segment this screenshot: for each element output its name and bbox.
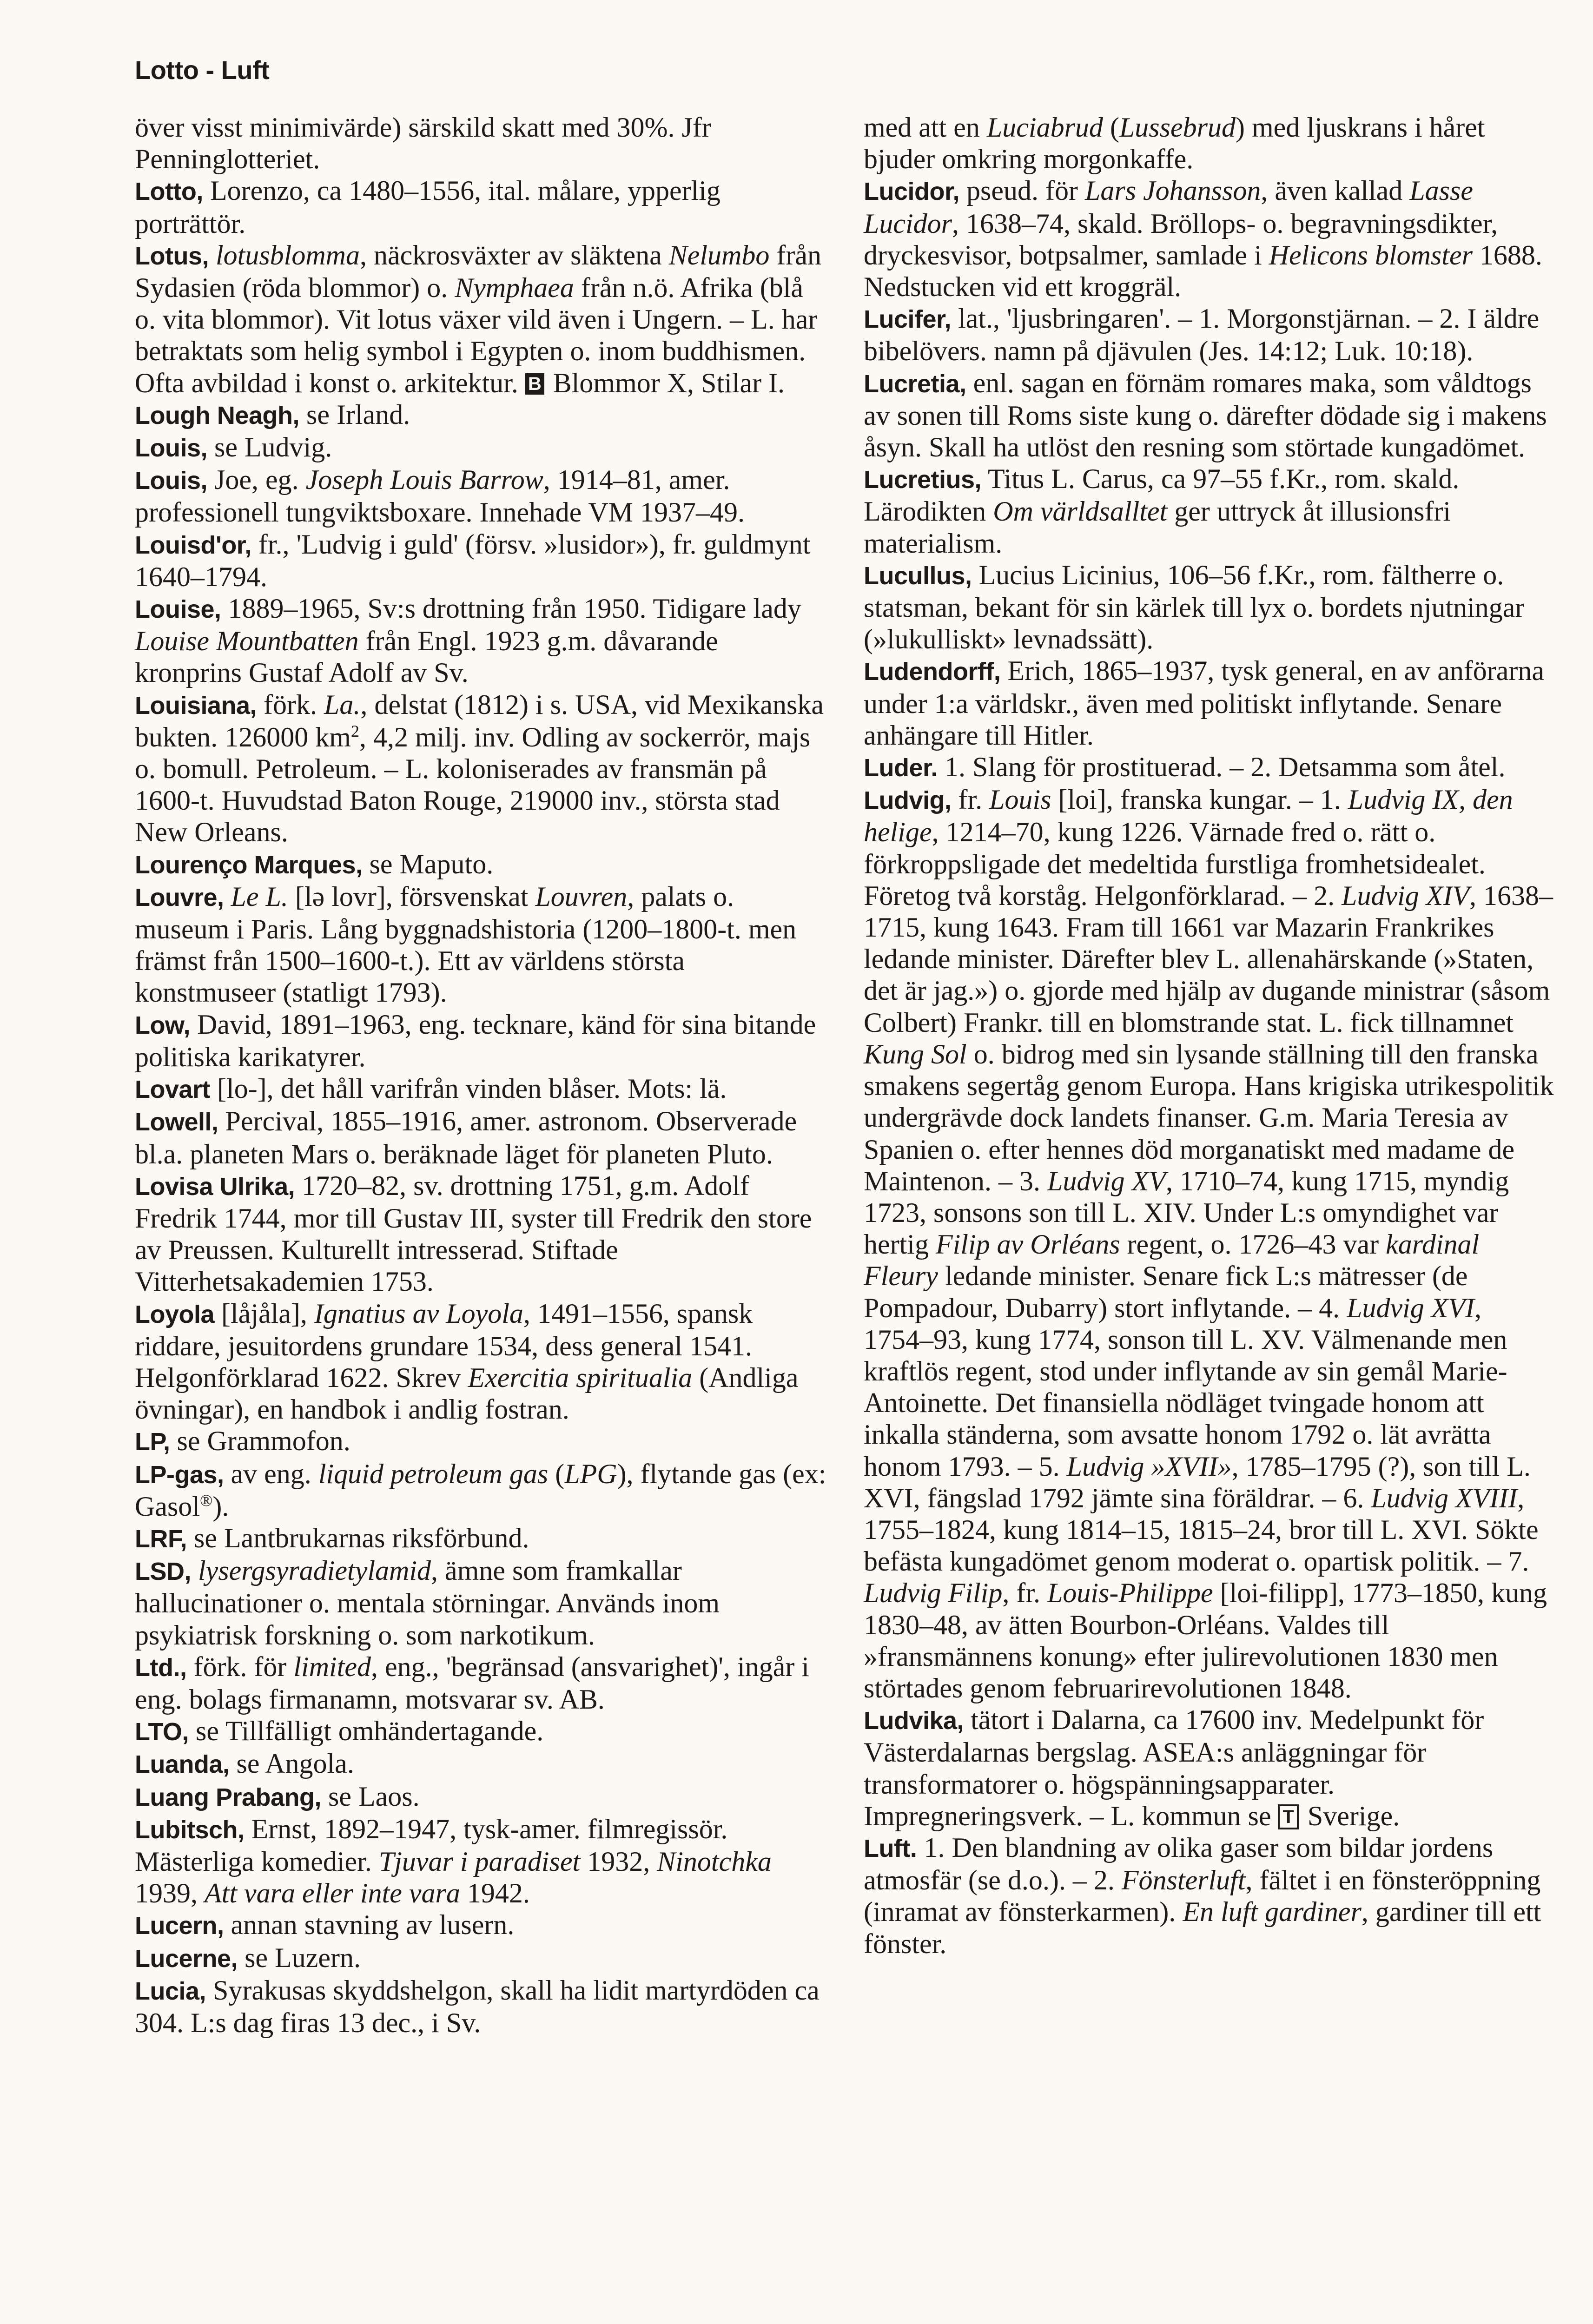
italic-term: lotusblomma <box>215 239 360 271</box>
entry-text: , även kallad <box>1261 175 1410 206</box>
entry-headword: Lucia, <box>135 1977 206 2005</box>
picture-reference-icon: B <box>525 373 544 395</box>
entry-text: ( <box>548 1458 565 1489</box>
dictionary-entry <box>135 239 827 399</box>
entry-text: , 1491–1556, spansk riddare, jesuitordens grundare 1534, dess general 1541. Helgonförklarad 1622. Skrev <box>135 1298 753 1393</box>
entry-text: , eng., 'begränsad (ansvarighet)', ingår i eng. bolags firmanamn, motsvarar sv. AB. <box>135 1651 809 1715</box>
entry-text: , näckrosväxter av släktena <box>360 239 669 271</box>
entry-text: annan stavning av lusern. <box>224 1909 515 1941</box>
dictionary-entry <box>864 1704 1556 1832</box>
dictionary-entry <box>135 881 827 1009</box>
entry-text: ledande minister. Senare fick L:s mätresser (de Pompadour, Dubarry) stort inflytande. – 4. <box>864 1261 1468 1323</box>
entry-text: med att en <box>864 112 987 143</box>
running-header: Lotto - Luft <box>135 55 270 85</box>
entry-text: Lorenzo, ca 1480–1556, ital. målare, ypperlig porträttör. <box>135 175 720 239</box>
entry-headword: Lotus, <box>135 242 209 270</box>
entry-text: se Irland. <box>299 399 410 430</box>
entry-text: Lucius Licinius, 106–56 f.Kr., rom. fältherre o. statsman, bekant för sin kärlek till lyx o. bordets njutningar (»lukulliskt» levnadssätt). <box>864 559 1525 655</box>
dictionary-entry <box>135 175 827 239</box>
dictionary-entry <box>864 112 1556 175</box>
dictionary-entry <box>135 431 827 464</box>
entry-text: Erich, 1865–1937, tysk general, en av anförarna under 1:a världskr., även med politiskt inflytande. Senare anhängare till Hitler. <box>864 655 1545 751</box>
italic-term: En luft gardiner <box>1183 1896 1362 1928</box>
entry-text: 1942. <box>460 1878 530 1909</box>
entry-text: , fältet i en fönsteröppning (inramat av fönsterkarmen). <box>864 1865 1541 1928</box>
entry-text: fr., 'Ludvig i guld' (försv. »lusidor»), fr. guldmynt 1640–1794. <box>135 528 811 592</box>
entry-text <box>191 1555 198 1586</box>
entry-headword: Luanda, <box>135 1750 230 1779</box>
entry-text: Titus L. Carus, ca 97–55 f.Kr., rom. skald. Lärodikten <box>864 463 1460 527</box>
italic-term: Om världsalltet <box>993 496 1168 527</box>
left-column <box>135 112 827 2039</box>
entry-headword: Lough Neagh, <box>135 401 299 429</box>
entry-headword: Ltd., <box>135 1653 187 1682</box>
entry-text: ). <box>212 1491 229 1522</box>
entry-text: av eng. <box>224 1458 318 1489</box>
entry-text: över visst minimivärde) särskild skatt med 30%. Jfr Penninglotteriet. <box>135 112 711 175</box>
dictionary-entry <box>135 1942 827 1974</box>
entry-text: se Grammofon. <box>170 1426 350 1457</box>
superscript: ® <box>199 1491 213 1510</box>
dictionary-entry <box>135 1748 827 1780</box>
italic-term: liquid petroleum gas <box>318 1458 549 1489</box>
italic-term: kardinal Fleury <box>864 1229 1480 1292</box>
italic-term: Filip av Orléans <box>935 1229 1120 1260</box>
italic-term: Ludvig XV <box>1047 1165 1166 1196</box>
entry-text: se Tillfälligt omhändertagande. <box>189 1716 544 1747</box>
italic-term: Nymphaea <box>455 272 574 304</box>
italic-term: Louvren <box>535 881 628 912</box>
entry-text: , delstat (1812) i s. USA, vid Mexikanska bukten. 126000 km <box>135 689 824 753</box>
dictionary-entry <box>135 464 827 528</box>
dictionary-entry <box>135 848 827 881</box>
dictionary-entry <box>135 528 827 593</box>
dictionary-entry <box>135 1555 827 1651</box>
entry-headword: Loyola <box>135 1300 215 1328</box>
entry-headword: Lovisa Ulrika, <box>135 1172 295 1201</box>
entry-text: ( <box>1103 112 1119 143</box>
dictionary-entry <box>864 367 1556 463</box>
italic-term: Att vara eller inte vara <box>205 1878 460 1909</box>
entry-text: Sverige. <box>1300 1800 1400 1831</box>
entry-headword: Lucretius, <box>864 466 982 494</box>
dictionary-entry <box>864 655 1556 751</box>
entry-text: från n.ö. Afrika (blå o. vita blommor). Vit lotus växer vild även i Ungern. – L. har betraktats som helig symbol i Egypten o. inom buddhismen. Ofta avbildad i konst o. arkitektur. <box>135 272 818 398</box>
entry-text: från Sydasien (röda blommor) o. <box>135 239 821 304</box>
entry-headword: Luft. <box>864 1834 917 1862</box>
italic-term: Louis <box>989 784 1051 815</box>
entry-text: , 1754–93, kung 1774, sonson till L. XV. Välmenande men kraftlös regent, stod under inflytande av sin gemål Marie-Antoinette. Det finansiella nödläget tvingade honom att inkalla ständerna, som avsatte honom 1792 o. lät avrätta honom 1793. – 5. <box>864 1292 1507 1482</box>
entry-headword: Lourenço Marques, <box>135 851 363 879</box>
dictionary-entry <box>864 1832 1556 1960</box>
italic-term: Ninotchka <box>657 1846 772 1877</box>
entry-headword: Louisd'or, <box>135 531 251 559</box>
italic-term: Ludvig XIV <box>1342 880 1470 911</box>
entry-text: , 1914–81, amer. professionell tungviktsboxare. Innehade VM 1937–49. <box>135 464 745 528</box>
entry-text: o. bidrog med sin lysande ställning till den franska smakens segertåg genom Europa. Hans krigiska utrikespolitik undergrävde dock landets finanser. G.m. Maria Teresia av Spanien o. efter hennes död morganatiskt med madame de Maintenon. – 3. <box>864 1038 1554 1196</box>
entry-text: tätort i Dalarna, ca 17600 inv. Medelpunkt för Västerdalarnas bergslag. ASEA:s anläggningar för transformatorer o. högspänningsapparater. Impregneringsverk. – L. kommun se <box>864 1704 1484 1831</box>
entry-text: 1889–1965, Sv:s drottning från 1950. Tidigare lady <box>221 593 801 624</box>
entry-headword: Ludendorff, <box>864 658 1001 686</box>
entry-text: förk. för <box>186 1651 294 1682</box>
entry-text: lat., 'ljusbringaren'. – 1. Morgonstjärnan. – 2. I äldre bibelövers. namn på djävulen (Jes. 14:12; Luk. 10:18). <box>864 303 1540 367</box>
dictionary-entry <box>135 1522 827 1555</box>
entry-headword: Low, <box>135 1011 190 1039</box>
dictionary-entry <box>135 112 827 175</box>
italic-term: Le L. <box>231 881 288 912</box>
entry-text: [lo-], det håll varifrån vinden blåser. Mots: lä. <box>210 1073 727 1104</box>
entry-text: Joe, eg. <box>207 464 306 495</box>
superscript: 2 <box>350 721 359 740</box>
entry-text: 1720–82, sv. drottning 1751, g.m. Adolf Fredrik 1744, mor till Gustav III, syster till Fredrik den store av Preussen. Kulturellt intresserad. Stiftade Vitterhetsakademien 1753. <box>135 1170 812 1297</box>
entry-text: enl. sagan en förnäm romares maka, som våldtogs av sonen till Roms siste kung o. därefter dödade sig i makens åsyn. Skall ha utlöst den resning som störtade kungadömet. <box>864 367 1547 463</box>
entry-text: , 1785–1795 (?), son till L. XVI, fängslad 1792 jämte sina föräldrar. – 6. <box>864 1451 1531 1513</box>
entry-text: Percival, 1855–1916, amer. astronom. Observerade bl.a. planeten Mars o. beräknade läget för planeten Pluto. <box>135 1106 797 1169</box>
entry-headword: Ludvika, <box>864 1707 964 1735</box>
entry-text: , 1710–74, kung 1715, myndig 1723, sonsons son till L. XIV. Under L:s omyndighet var hertig <box>864 1165 1509 1260</box>
entry-text: pseud. för <box>959 175 1085 206</box>
entry-text: (Andliga övningar), en handbok i andlig fostran. <box>135 1362 799 1425</box>
italic-term: Ludvig Filip <box>864 1578 1003 1609</box>
entry-text: [loi], franska kungar. – 1. <box>1051 784 1348 815</box>
italic-term: lysergsyradietylamid <box>198 1555 431 1586</box>
italic-term: Ludvig XVI <box>1347 1292 1475 1323</box>
entry-text: se Luzern. <box>238 1942 361 1973</box>
entry-headword: Lucifer, <box>864 305 952 334</box>
entry-text: 1932, <box>580 1846 657 1877</box>
entry-text: , ämne som framkallar hallucinationer o. mentala störningar. Används inom psykiatrisk forskning o. som narkotikum. <box>135 1555 720 1651</box>
entry-headword: Lucidor, <box>864 178 960 206</box>
italic-term: Ludvig »XVII» <box>1066 1451 1232 1482</box>
entry-headword: LP, <box>135 1428 170 1456</box>
dictionary-entry <box>135 1813 827 1909</box>
entry-text: ) med ljuskrans i håret bjuder omkring morgonkaffe. <box>864 112 1485 175</box>
entry-headword: Louis, <box>135 467 207 495</box>
entry-headword: Louise, <box>135 595 221 624</box>
dictionary-entry <box>135 1009 827 1073</box>
entry-headword: Lucretia, <box>864 370 966 398</box>
dictionary-entry <box>135 1170 827 1298</box>
entry-headword: Lowell, <box>135 1108 218 1136</box>
italic-term: Ignatius av Loyola <box>314 1298 523 1329</box>
entry-text: 1. Slang för prostituerad. – 2. Detsamma som åtel. <box>938 752 1506 783</box>
dictionary-entry <box>864 175 1556 303</box>
entry-text: David, 1891–1963, eng. tecknare, känd för sina bitande politiska karikatyrer. <box>135 1009 816 1072</box>
italic-term: Ludvig XVIII <box>1371 1482 1518 1513</box>
dictionary-entry <box>135 1909 827 1941</box>
entry-headword: LTO, <box>135 1718 189 1746</box>
entry-text: , 4,2 milj. inv. Odling av sockerrör, majs o. bomull. Petroleum. – L. koloniserades av fransmän på 1600-t. Huvudstad Baton Rouge, 219000 inv., största stad New Orleans. <box>135 721 811 848</box>
entry-text: förk. <box>257 689 324 720</box>
entry-text: fr. <box>951 784 990 815</box>
entry-text: Ernst, 1892–1947, tysk-amer. filmregissör. Mästerliga komedier. <box>135 1813 728 1877</box>
italic-term: Exercitia spiritualia <box>468 1362 693 1393</box>
entry-text: , 1214–70, kung 1226. Värnade fred o. rätt o. förkroppsligade det medeltida furstliga fromhetsidealet. Företog två korståg. Helgonförklarad. – 2. <box>864 817 1486 911</box>
dictionary-entry <box>135 593 827 689</box>
entry-text: 1688. Nedstucken vid ett kroggräl. <box>864 239 1542 303</box>
right-column <box>864 112 1556 1960</box>
entry-text: regent, o. 1726–43 var <box>1120 1229 1386 1260</box>
entry-text <box>209 240 216 271</box>
dictionary-entry <box>864 463 1556 559</box>
dictionary-entry <box>135 1298 827 1426</box>
dictionary-entry <box>864 559 1556 655</box>
entry-text: , fr. <box>1002 1578 1047 1609</box>
italic-term: Fönsterluft <box>1121 1865 1246 1896</box>
entry-text: , 1638–74, skald. Bröllops- o. begravningsdikter, dryckesvisor, botpsalmer, samlade i <box>864 208 1498 271</box>
dictionary-entry <box>864 751 1556 784</box>
entry-headword: Luang Prabang, <box>135 1783 322 1811</box>
dictionary-entry <box>135 1425 827 1458</box>
entry-headword: Louisiana, <box>135 691 257 720</box>
italic-term: Luciabrud <box>986 112 1103 143</box>
italic-term: Lasse Lucidor <box>864 175 1473 239</box>
dictionary-entry <box>135 1073 827 1105</box>
entry-text: , 1638–1715, kung 1643. Fram till 1661 var Mazarin Frankrikes ledande minister. Därefter blev L. allenahärskande (»Staten, det är jag.») o. gjorde med hjälp av dugande ministrar (såsom Colbert) Frankr. till en blomstrande stat. L. fick tillnamnet <box>864 880 1553 1038</box>
dictionary-entry <box>135 1781 827 1813</box>
entry-text: ger uttryck åt illusionsfri materialism. <box>864 496 1451 559</box>
italic-term: LPG <box>564 1458 617 1489</box>
entry-headword: Luder. <box>864 754 938 782</box>
entry-headword: Louvre, <box>135 883 224 911</box>
italic-term: La. <box>324 689 361 720</box>
entry-headword: Lubitsch, <box>135 1816 245 1844</box>
entry-text: se Maputo. <box>362 848 494 879</box>
entry-text: se Ludvig. <box>207 432 332 463</box>
entry-headword: Lovart <box>135 1076 211 1104</box>
entry-text: Syrakusas skyddshelgon, skall ha lidit martyrdöden ca 304. L:s dag firas 13 dec., i Sv. <box>135 1974 820 2038</box>
italic-term: limited <box>293 1651 371 1682</box>
italic-term: Helicons blomster <box>1269 239 1473 271</box>
dictionary-entry <box>864 303 1556 367</box>
dictionary-entry <box>135 1974 827 2039</box>
italic-term: Lars Johansson <box>1084 175 1261 206</box>
dictionary-entry <box>135 1651 827 1715</box>
entry-headword: LRF, <box>135 1525 187 1553</box>
entry-headword: Lotto, <box>135 178 203 206</box>
entry-text <box>224 881 231 912</box>
entry-text: ), flytande gas (ex: Gasol <box>135 1458 826 1522</box>
entry-text: , gardiner till ett fönster. <box>864 1896 1541 1959</box>
entry-headword: LSD, <box>135 1558 192 1586</box>
italic-term: Louise Mountbatten <box>135 626 359 657</box>
entry-headword: Lucern, <box>135 1912 224 1940</box>
entry-headword: Ludvig, <box>864 786 952 815</box>
entry-text: [lə lovr], försvenskat <box>288 881 535 912</box>
italic-term: Joseph Louis Barrow <box>305 464 543 495</box>
dictionary-entry <box>135 689 827 848</box>
italic-term: Lussebrud <box>1119 112 1236 143</box>
entry-text: [låjåla], <box>214 1298 314 1329</box>
entry-text: se Lantbrukarnas riksförbund. <box>187 1522 529 1553</box>
entry-headword: Lucullus, <box>864 561 972 590</box>
entry-headword: Louis, <box>135 434 207 462</box>
entry-text: från Engl. 1923 g.m. dåvarande kronprins Gustaf Adolf av Sv. <box>135 626 718 688</box>
italic-term: Louis-Philippe <box>1047 1578 1213 1609</box>
italic-term: Kung Sol <box>864 1038 967 1070</box>
italic-term: Tjuvar i paradiset <box>378 1846 581 1877</box>
entry-text: se Laos. <box>321 1781 420 1812</box>
dictionary-entry <box>135 399 827 431</box>
dictionary-entry <box>135 1458 827 1522</box>
italic-term: Ludvig IX, den helige <box>864 784 1513 848</box>
dictionary-entry <box>864 784 1556 1704</box>
entry-text: se Angola. <box>229 1748 354 1779</box>
dictionary-entry <box>135 1105 827 1169</box>
entry-headword: Lucerne, <box>135 1944 238 1973</box>
entry-text: 1939, <box>135 1878 205 1909</box>
entry-text: , 1755–1824, kung 1814–15, 1815–24, bror till L. XVI. Sökte befästa kungadömet genom moderat o. opartisk politik. – 7. <box>864 1482 1539 1577</box>
table-reference-icon: T <box>1278 1804 1298 1829</box>
entry-headword: LP-gas, <box>135 1460 224 1489</box>
italic-term: Nelumbo <box>668 239 770 271</box>
entry-text: [loi-filipp], 1773–1850, kung 1830–48, av ätten Bourbon-Orléans. Valdes till »fransmännens konung» efter julirevolutionen 1830 men störtades genom februarirevolutionen 1848. <box>864 1578 1547 1703</box>
dictionary-entry <box>135 1715 827 1748</box>
entry-text: 1. Den blandning av olika gaser som bildar jordens atmosfär (se d.o.). – 2. <box>864 1832 1494 1896</box>
entry-text: , palats o. museum i Paris. Lång byggnadshistoria (1200–1800-t. men främst från 1500–1600-t.). Ett av världens största konstmuseer (statligt 1793). <box>135 881 797 1008</box>
entry-text: Blommor X, Stilar I. <box>546 367 785 398</box>
